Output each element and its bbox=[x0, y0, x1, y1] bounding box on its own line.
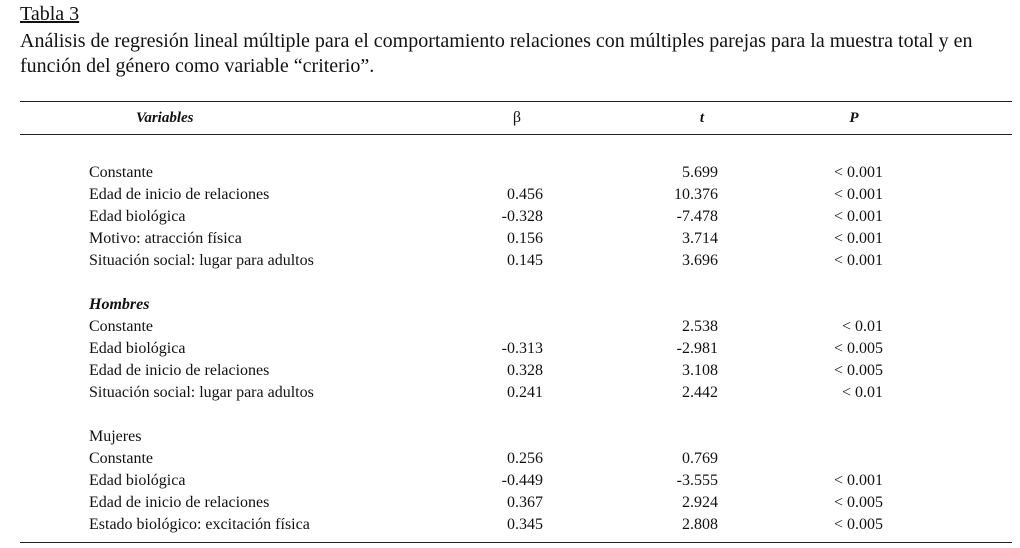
table-row bbox=[0, 448, 1020, 470]
variable-cell: Edad biológica bbox=[89, 208, 186, 225]
beta-cell: 0.367 bbox=[507, 494, 543, 511]
p-cell: < 0.005 bbox=[833, 494, 883, 511]
p-cell: < 0.005 bbox=[833, 362, 883, 379]
t-cell: 5.699 bbox=[682, 164, 718, 181]
table-row bbox=[0, 206, 1020, 228]
beta-cell: 0.328 bbox=[507, 362, 543, 379]
header-variables: Variables bbox=[136, 110, 194, 126]
header-rule bbox=[20, 134, 1012, 135]
p-cell: < 0.005 bbox=[833, 340, 883, 357]
t-cell: -3.555 bbox=[676, 472, 718, 489]
variable-cell: Constante bbox=[89, 164, 153, 181]
p-cell: < 0.001 bbox=[833, 252, 883, 269]
table-row bbox=[0, 470, 1020, 492]
t-cell: 3.108 bbox=[682, 362, 718, 379]
variable-cell: Edad biológica bbox=[89, 340, 186, 357]
table-label: Tabla 3 bbox=[20, 3, 80, 25]
t-cell: 2.924 bbox=[682, 494, 718, 511]
table-row bbox=[0, 228, 1020, 250]
variable-cell: Constante bbox=[89, 318, 153, 335]
bottom-rule bbox=[20, 542, 1012, 543]
variable-cell: Edad de inicio de relaciones bbox=[89, 494, 270, 511]
t-cell: 2.442 bbox=[682, 384, 718, 401]
table-row bbox=[0, 514, 1020, 536]
group-title-mujeres: Mujeres bbox=[89, 428, 142, 445]
variable-cell: Situación social: lugar para adultos bbox=[89, 384, 314, 401]
p-cell: < 0.01 bbox=[841, 318, 883, 335]
beta-cell: 0.456 bbox=[507, 186, 543, 203]
variable-cell: Situación social: lugar para adultos bbox=[89, 252, 314, 269]
t-cell: 2.538 bbox=[682, 318, 718, 335]
header-t: t bbox=[699, 110, 705, 126]
beta-cell: 0.145 bbox=[507, 252, 543, 269]
table-row bbox=[0, 250, 1020, 272]
beta-cell: -0.449 bbox=[501, 472, 543, 489]
table-row bbox=[0, 316, 1020, 338]
p-cell: < 0.001 bbox=[833, 186, 883, 203]
beta-cell: 0.241 bbox=[507, 384, 543, 401]
t-cell: 0.769 bbox=[682, 450, 718, 467]
p-cell: < 0.001 bbox=[833, 208, 883, 225]
table-row bbox=[0, 162, 1020, 184]
beta-cell: 0.156 bbox=[507, 230, 543, 247]
p-cell: < 0.01 bbox=[841, 384, 883, 401]
p-cell: < 0.005 bbox=[833, 516, 883, 533]
t-cell: 3.696 bbox=[682, 252, 718, 269]
variable-cell: Constante bbox=[89, 450, 153, 467]
variable-cell: Motivo: atracción física bbox=[89, 230, 242, 247]
table-row bbox=[0, 492, 1020, 514]
table-row bbox=[0, 360, 1020, 382]
table-row bbox=[0, 184, 1020, 206]
table-row bbox=[0, 382, 1020, 404]
header-beta: β bbox=[512, 109, 522, 126]
t-cell: -7.478 bbox=[676, 208, 718, 225]
variable-cell: Estado biológico: excitación física bbox=[89, 516, 310, 533]
header-p: P bbox=[849, 110, 859, 126]
variable-cell: Edad de inicio de relaciones bbox=[89, 362, 270, 379]
variable-cell: Edad biológica bbox=[89, 472, 186, 489]
t-cell: 2.808 bbox=[682, 516, 718, 533]
top-rule bbox=[20, 101, 1012, 102]
t-cell: 3.714 bbox=[682, 230, 718, 247]
beta-cell: -0.313 bbox=[501, 340, 543, 357]
p-cell: < 0.001 bbox=[833, 230, 883, 247]
table-caption: Análisis de regresión lineal múltiple para el comportamiento relaciones con múltiples parejas para la muestra total y en función del género como variable “criterio”. bbox=[20, 30, 973, 77]
p-cell: < 0.001 bbox=[833, 472, 883, 489]
beta-cell: 0.256 bbox=[507, 450, 543, 467]
t-cell: -2.981 bbox=[676, 340, 718, 357]
table-row bbox=[0, 338, 1020, 360]
t-cell: 10.376 bbox=[674, 186, 718, 203]
beta-cell: -0.328 bbox=[501, 208, 543, 225]
beta-cell: 0.345 bbox=[507, 516, 543, 533]
p-cell: < 0.001 bbox=[833, 164, 883, 181]
variable-cell: Edad de inicio de relaciones bbox=[89, 186, 270, 203]
group-title-hombres: Hombres bbox=[89, 296, 150, 313]
